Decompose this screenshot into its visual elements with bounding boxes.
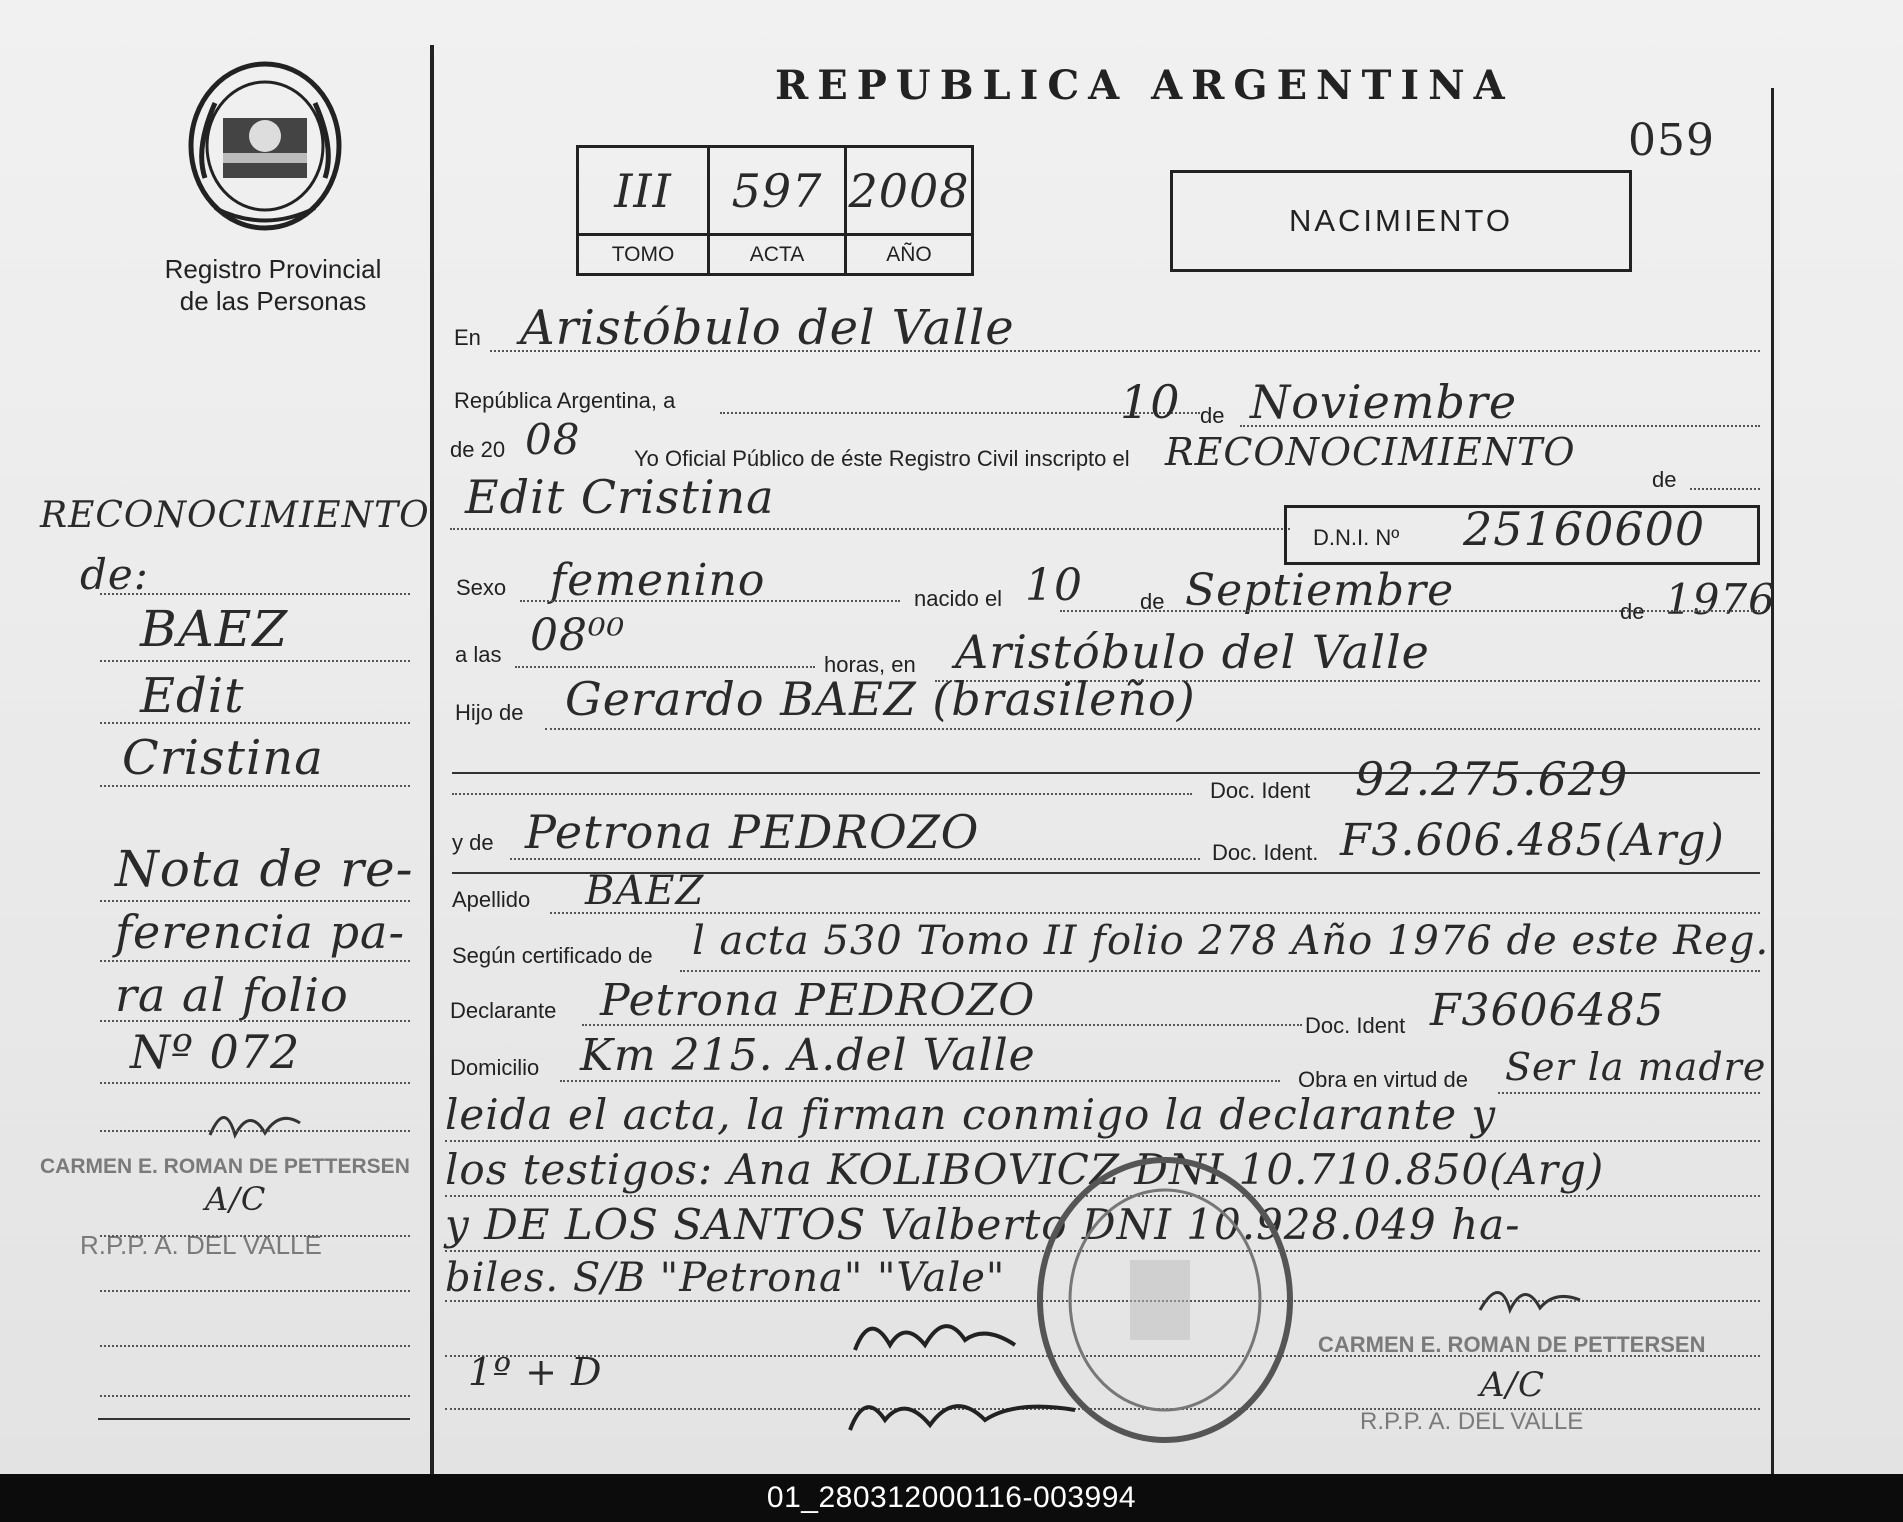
bottom-stamp-office: R.P.P. A. DEL VALLE <box>1360 1408 1584 1435</box>
declarante-doc: F3606485 <box>1430 985 1665 1036</box>
margin-dots-13 <box>100 1395 410 1397</box>
sexo-label: Sexo <box>456 575 507 600</box>
margin-initials: 1º + D <box>468 1350 603 1394</box>
margin-dots-10 <box>100 1235 410 1237</box>
sexo-line <box>520 600 900 602</box>
notes-line-1: leida el acta, la firman conmigo la declarante y <box>445 1090 1497 1139</box>
republica-label: República Argentina, a <box>454 388 676 413</box>
bottom-stamp-name: CARMEN E. ROMAN DE PETTERSEN <box>1318 1332 1706 1357</box>
margin-bottom-line <box>98 1418 410 1420</box>
segun-value: l acta 530 Tomo II folio 278 Año 1976 de este Reg. <box>692 918 1770 964</box>
de-label-4: de <box>1620 599 1645 624</box>
de-label-3: de <box>1140 589 1165 614</box>
declarante-line <box>582 1024 1302 1026</box>
mother-doc: F3.606.485(Arg) <box>1340 815 1725 866</box>
margin-dots-7 <box>100 1020 410 1022</box>
day-value: 10 <box>1120 375 1181 429</box>
father-value: Gerardo BAEZ (brasileño) <box>565 672 1196 726</box>
dni-box <box>1284 502 1760 565</box>
margin-dots-9 <box>100 1130 410 1132</box>
segun-line <box>680 970 1760 972</box>
registry-line1: Registro Provincial <box>164 254 382 284</box>
doc-ident-label-3: Doc. Ident <box>1305 1013 1406 1038</box>
apellido-label: Apellido <box>452 887 531 912</box>
margin-dots-2 <box>100 660 410 662</box>
margin-dots-3 <box>100 722 410 724</box>
birth-year: 1976 <box>1665 575 1776 624</box>
dni-value: 25160600 <box>1463 502 1706 556</box>
domicilio-label: Domicilio <box>450 1055 540 1080</box>
hora-line <box>515 666 815 668</box>
year-prefix: de 20 <box>450 437 506 462</box>
margin-dots-1 <box>100 593 410 595</box>
de-label-2: de <box>1652 467 1677 492</box>
declarante-label: Declarante <box>450 998 557 1023</box>
acta-value: 597 <box>731 163 823 218</box>
page-number: 059 <box>1628 115 1715 166</box>
year-value: 08 <box>525 415 581 464</box>
domicilio-line <box>560 1080 1280 1082</box>
month-line <box>1240 425 1760 427</box>
doc-ident-label: Doc. Ident <box>1210 778 1311 803</box>
margin-note-2: ferencia pa- <box>115 905 406 959</box>
mother-value: Petrona PEDROZO <box>525 805 980 859</box>
obra-value: Ser la madre <box>1505 1045 1767 1089</box>
birth-day: 10 <box>1025 560 1083 611</box>
margin-note-3: ra al folio <box>115 968 349 1022</box>
act-type-value: RECONOCIMIENTO <box>1165 430 1576 474</box>
margin-dots-12 <box>100 1345 410 1347</box>
margin-stamp-name: CARMEN E. ROMAN DE PETTERSEN <box>40 1155 410 1178</box>
margin-stamp-ac: A/C <box>205 1180 267 1218</box>
margin-dots-11 <box>100 1290 410 1292</box>
alas-label: a las <box>455 642 502 667</box>
doc-type-box: NACIMIENTO <box>1170 170 1632 272</box>
declarante-value: Petrona PEDROZO <box>600 975 1036 1026</box>
margin-line-1: RECONOCIMIENTO <box>40 495 430 536</box>
nacido-label: nacido el <box>914 586 1003 611</box>
record-number-table <box>576 145 974 276</box>
margin-dots-6 <box>100 960 410 962</box>
margin-note-1: Nota de re- <box>115 840 414 898</box>
obra-line <box>1498 1092 1760 1094</box>
acta-label: ACTA <box>709 235 846 275</box>
margin-signature-icon <box>200 1095 310 1155</box>
tomo-label: TOMO <box>578 235 709 275</box>
scan-footer <box>0 1474 1903 1522</box>
ano-value: 2008 <box>848 163 970 218</box>
dni-label: D.N.I. Nº <box>1313 525 1400 550</box>
de-line <box>1690 488 1760 490</box>
apellido-line <box>550 912 1760 914</box>
registry-line2: de las Personas <box>179 286 367 316</box>
obra-label: Obra en virtud de <box>1298 1067 1468 1092</box>
declarant-signature-icon <box>845 1300 1145 1450</box>
file-id: 01_280312000116-003994 <box>766 1481 1137 1514</box>
doc-ident-label-2: Doc. Ident. <box>1212 840 1319 865</box>
father-doc: 92.275.629 <box>1355 752 1629 806</box>
person-line <box>450 528 1290 530</box>
birth-place: Aristóbulo del Valle <box>955 625 1430 679</box>
de-label: de <box>1200 403 1225 428</box>
en-label: En <box>454 325 481 350</box>
margin-line-5: Cristina <box>122 730 324 786</box>
province-seal-icon <box>185 58 345 233</box>
left-frame-line <box>430 45 434 1474</box>
right-frame-line <box>1771 88 1774 1474</box>
notes-line-3: y DE LOS SANTOS Valberto DNI 10.928.049 ha- <box>445 1200 1521 1249</box>
margin-dots-4 <box>100 785 410 787</box>
father-doc-line <box>452 793 1192 795</box>
sexo-value: femenino <box>550 555 766 606</box>
notes-line-4: biles. S/B "Petrona" "Vale" <box>445 1255 1006 1301</box>
birth-month: Septiembre <box>1185 565 1455 616</box>
margin-note-4: Nº 072 <box>130 1025 301 1079</box>
margin-line-4: Edit <box>140 668 245 724</box>
officer-label: Yo Oficial Público de éste Registro Civil inscripto el <box>634 446 1130 471</box>
domicilio-value: Km 215. A.del Valle <box>580 1030 1036 1081</box>
hora-value: 08⁰⁰ <box>530 610 626 661</box>
birth-line <box>1060 610 1760 612</box>
segun-label: Según certificado de <box>452 943 653 968</box>
margin-line-2: de: <box>80 550 149 599</box>
margin-dots-8 <box>100 1082 410 1084</box>
en-value: Aristóbulo del Valle <box>520 300 1015 356</box>
margin-dots-5 <box>100 900 410 902</box>
horas-label: horas, en <box>824 652 916 677</box>
hijo-label: Hijo de <box>455 700 524 725</box>
tomo-value: III <box>614 163 672 218</box>
bottom-stamp-ac: A/C <box>1480 1365 1546 1405</box>
person-value: Edit Cristina <box>465 470 775 524</box>
margin-stamp-office: R.P.P. A. DEL VALLE <box>80 1230 322 1260</box>
notes-line-2: los testigos: Ana KOLIBOVICZ DNI 10.710.850(Arg) <box>445 1145 1605 1194</box>
mother-line <box>510 858 1200 860</box>
ano-label: AÑO <box>846 235 973 275</box>
bottom-signature-icon <box>1470 1270 1590 1330</box>
yde-label: y de <box>452 830 494 855</box>
document-title: REPUBLICA ARGENTINA <box>775 62 1514 109</box>
apellido-value: BAEZ <box>585 868 705 914</box>
notes-dots-1 <box>445 1140 1760 1142</box>
father-line <box>545 728 1760 730</box>
month-value: Noviembre <box>1250 375 1518 429</box>
margin-line-3: BAEZ <box>140 600 289 658</box>
